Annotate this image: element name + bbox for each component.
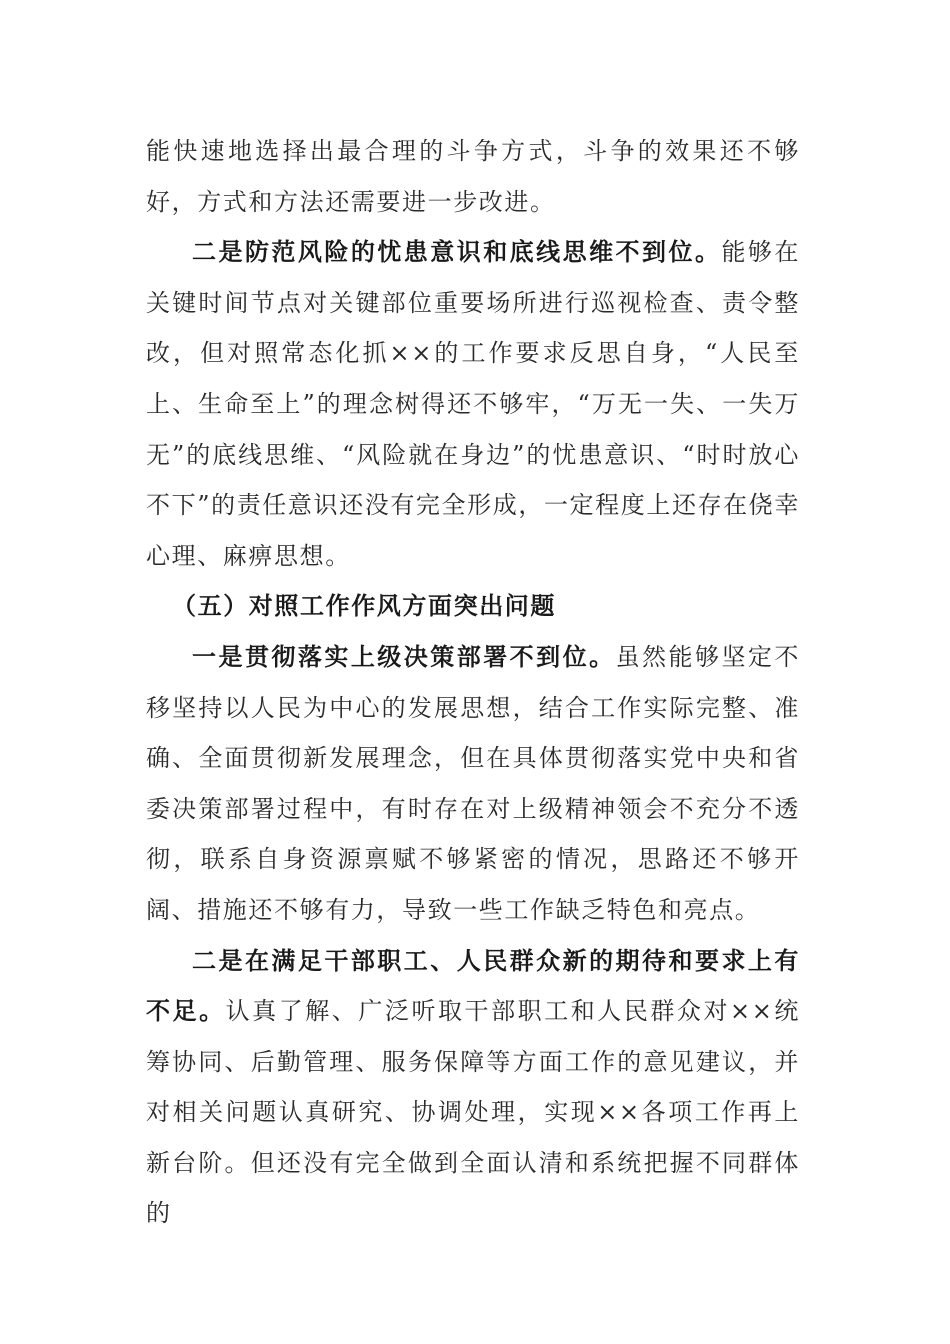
paragraph-text: 能快速地选择出最合理的斗争方式，斗争的效果还不够好，方式和方法还需要进一步改进。: [146, 137, 800, 216]
document-body: [146, 126, 800, 1239]
section-heading: [146, 581, 800, 632]
paragraph-text: 虽然能够坚定不移坚持以人民为中心的发展思想，结合工作实际完整、准确、全面贯彻新发展理念，但在具体贯彻落实党中央和省委决策部署过程中，有时存在对上级精神领会不充分不透彻，联系自身资源禀赋不够紧密的情况，思路还不够开阔、措施还不够有力，导致一些工作缺乏特色和亮点。: [146, 642, 800, 924]
paragraph-implementation: [146, 632, 800, 936]
paragraph-risk-awareness: [146, 227, 800, 581]
paragraph-text: 能够在关键时间节点对关键部位重要场所进行巡视检查、责令整改，但对照常态化抓××的工作要求反思自身，“人民至上、生命至上”的理念树得还不够牢，“万无一失、一失万无”的底线思维、“风险就在身边”的忧患意识、“时时放心不下”的责任意识还没有完全形成，一定程度上还存在侥幸心理、麻痹思想。: [146, 238, 800, 570]
paragraph-lead: 二是防范风险的忧患意识和底线思维不到位。: [192, 237, 722, 267]
paragraph-expectations: [146, 936, 800, 1240]
paragraph-lead: 一是贯彻落实上级决策部署不到位。: [192, 641, 616, 671]
paragraph-continuation: [146, 126, 800, 227]
section-heading-text: （五）对照工作作风方面突出问题: [172, 591, 556, 621]
paragraph-lead: 二是在满足干部职工、人民群众新的期待和要求上有不足。: [146, 945, 800, 1026]
paragraph-text: 认真了解、广泛听取干部职工和人民群众对××统筹协同、后勤管理、服务保障等方面工作的意见建议，并对相关问题认真研究、协调处理，实现××各项工作再上新台阶。但还没有完全做到全面认清和系统把握不同群体的: [146, 997, 800, 1228]
